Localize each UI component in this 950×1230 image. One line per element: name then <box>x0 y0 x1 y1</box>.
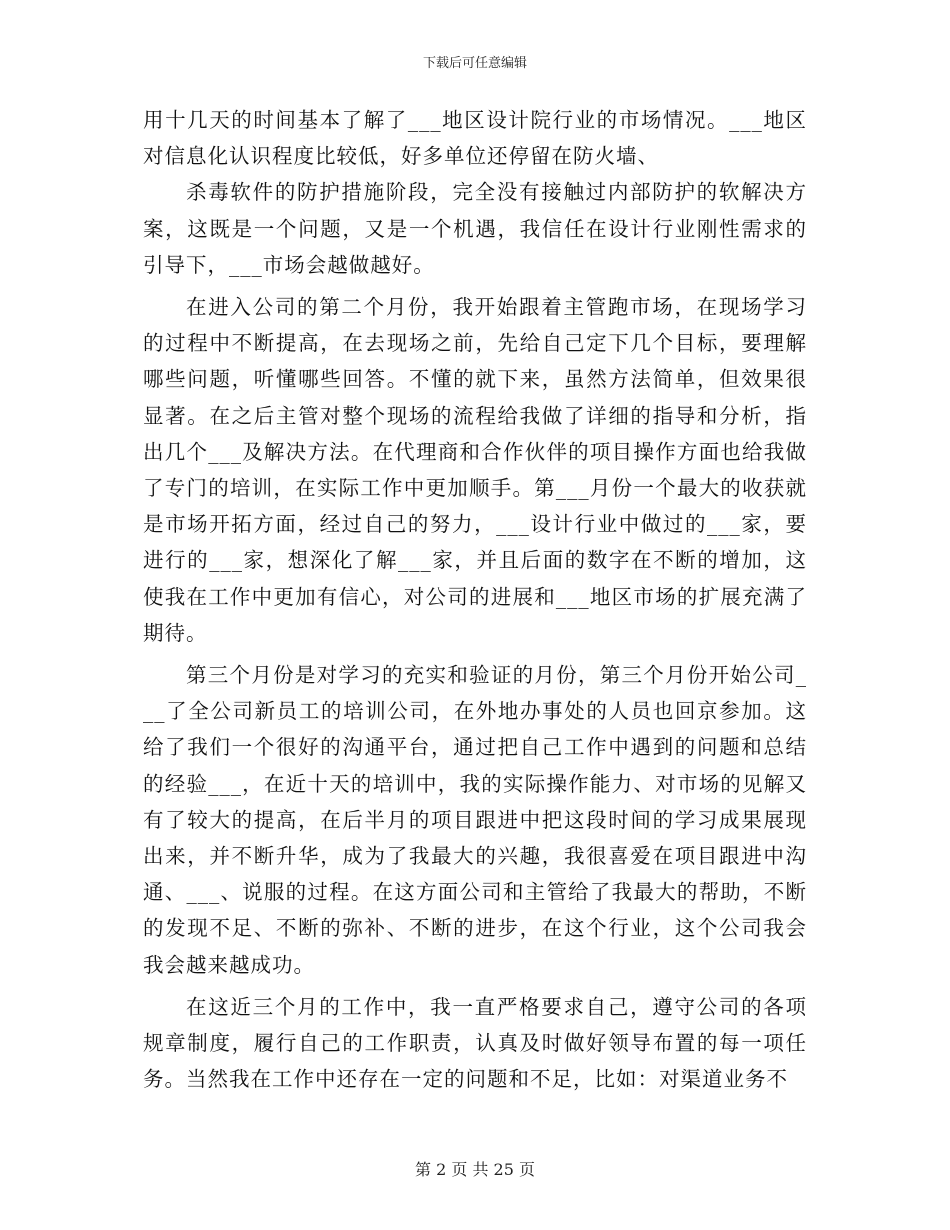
page-number-footer: 第 2 页 共 25 页 <box>415 1160 535 1179</box>
paragraph-3: 在进入公司的第二个月份，我开始跟着主管跑市场，在现场学习的过程中不断提高，在去现场之前，先给自己定下几个目标，要理解哪些问题，听懂哪些回答。不懂的就下来，虽然方法简单，但效果很显著。在之后主管对整个现场的流程给我做了详细的指导和分析，指出几个___及解决方法。在代理商和合作伙伴的项目操作方面也给我做了专门的培训，在实际工作中更加顺手。第___月份一个最大的收获就是市场开拓方面，经过自己的努力，___设计行业中做过的___家，要进行的___家，想深化了解___家，并且后面的数字在不断的增加，这使我在工作中更加有信心，对公司的进展和___地区市场的扩展充满了期待。 <box>143 295 807 645</box>
paragraph-2: 杀毒软件的防护措施阶段，完全没有接触过内部防护的软解决方案，这既是一个问题，又是一个机遇，我信任在设计行业刚性需求的引导下，___市场会越做越好。 <box>143 180 807 277</box>
paragraph-1: 用十几天的时间基本了解了___地区设计院行业的市场情况。___地区对信息化认识程度比较低，好多单位还停留在防火墙、 <box>143 108 807 169</box>
paragraph-4: 第三个月份是对学习的充实和验证的月份，第三个月份开始公司___了全公司新员工的培训公司，在外地办事处的人员也回京参加。这给了我们一个很好的沟通平台，通过把自己工作中遇到的问题和总结的经验___，在近十天的培训中，我的实际操作能力、对市场的见解又有了较大的提高，在后半月的项目跟进中把这段时间的学习成果展现出来，并不断升华，成为了我最大的兴趣，我很喜爱在项目跟进中沟通、___、说服的过程。在这方面公司和主管给了我最大的帮助，不断的发现不足、不断的弥补、不断的进步，在这个行业，这个公司我会我会越来越成功。 <box>143 663 807 977</box>
page-header: 下载后可任意编辑 <box>422 56 527 71</box>
paragraph-5: 在这近三个月的工作中，我一直严格要求自己，遵守公司的各项规章制度，履行自己的工作职责，认真及时做好领导布置的每一项任务。当然我在工作中还存在一定的问题和不足，比如：对渠道业务不 <box>143 994 807 1092</box>
document-body <box>143 102 807 1097</box>
